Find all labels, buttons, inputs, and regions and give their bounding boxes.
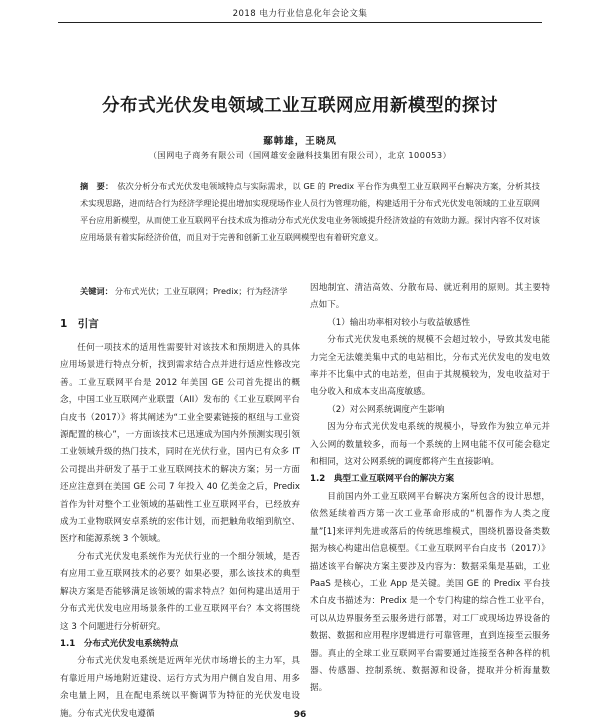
section-heading-introduction: 1 引言 bbox=[60, 318, 99, 330]
keywords-text: 分布式光伏；工业互联网；Predix；行为经济学 bbox=[114, 286, 288, 296]
point-heading-2: （2）对公网系统调度产生影响 bbox=[327, 404, 445, 415]
body-paragraph: 分布式光伏发电系统是近两年光伏市场增长的主力军，具有靠近用户场地附近建设、运行方式为用户侧自发自用、用多余电量上网，且在配电系统以平衡调节为特征的光伏发电设施。分布式光伏发电遵循 bbox=[60, 656, 300, 719]
page-number: 96 bbox=[293, 710, 307, 720]
abstract-text: 依次分析分布式光伏发电领域特点与实际需求，以 GE 的 Predix 平台作为典型工业互联网平台解决方案，分析其技术实现思路，进而结合行为经济学理论提出增加实现现场作业人员行为管理功能，构建适用于分布式光伏发电领域的工业互联网平台应用新模型，从而使工业互联网平台技术成为推动分布式光伏发电业务领域提升经济效益的有效助力源。探讨内容不仅对该应用场景有着实际经济价值，而且对于完善和创新工业互联网模型也有着研究意义。 bbox=[80, 181, 540, 242]
left-column bbox=[60, 310, 300, 723]
subsection-heading-1-1: 1.1 分布式光伏发电系统特点 bbox=[60, 638, 179, 649]
keywords-label: 关键词： bbox=[80, 286, 113, 296]
subsection-heading-1-2: 1.2 典型工业互联网平台的解决方案 bbox=[310, 474, 455, 485]
paper-authors: 鄢韩雄，王晓凤 bbox=[263, 136, 337, 147]
author-affiliation: （国网电子商务有限公司（国网雄安金融科技集团有限公司），北京 100053） bbox=[148, 150, 452, 160]
body-paragraph: 分布式光伏发电系统的规模不会超过较小，导致其发电能力完全无法媲美集中式的电站相比，分布式光伏发电的发电效率并不比集中式的电站差，但由于其规模较为，发电收益对于电分收入和成本支出高度敏感。 bbox=[310, 335, 550, 398]
body-paragraph: 分布式光伏发电系统作为光伏行业的一个细分领域，是否有应用工业互联网技术的必要？如果必要，那么该技术的典型解决方案是否能够满足该领域的需求特点？如何构建出适用于分布式光伏发电应用场景条件的工业互联网平台？本文将围绕这 3 个问题进行分析研究。 bbox=[60, 551, 300, 632]
paper-title: 分布式光伏发电领域工业互联网应用新模型的探讨 bbox=[102, 96, 498, 116]
point-heading-1: （1）输出功率相对较小与收益敏感性 bbox=[327, 317, 471, 328]
body-paragraph: 任何一项技术的适用性需要针对该技术和预期进入的具体应用场景进行特点分析，找到需求结合点并进行适应性修改完善。工业互联网平台是 2012 年美国 GE 公司首先提出的概念，中国工业互联网产业联盟（AII）发布的《工业互联网平台白皮书（2017）》将其阐述为“工业全要素链接的枢纽与工业资源配置的核心”，一方面该技术已迅速成为国内外预测实现引领工业领域升级的热门技术，同时在光伏行业，国内已有众多 IT 公司提出并研发了基于工业互联网技术的解决方案；另一方面还应注意到在美国 GE 公司 7 年投入 40 亿美金之后，Predix 首作为针对整个工业领域的基础性工业互联网平台，已经放弃成为工业物联网安卓系统的宏伟计划，而把触角收缩到航空、医疗和能源系统 3 个领域。 bbox=[60, 343, 300, 545]
abstract bbox=[80, 178, 540, 246]
body-paragraph: 目前国内外工业互联网平台解决方案所包含的设计思想，依然延续着西方第一次工业革命形成的“机器作为人类之度量”[1]来评判先进或落后的传统思维模式，围绕机器设备类数据为核心构建出信息模型。《工业互联网平台白皮书（2017）》描述该平台解决方案主要涉及内容为：数据采集是基础，工业 PaaS 是核心，工业 App 是关键。美国 GE 的 Predix 平台技术白皮书描述为：Predix 是一个专门构建的综合性工业平台，可以从边界服务至云服务进行部署，对工厂或现场边界设备的数据、数据和应用程序逻辑进行可靠管理，直到连接至云服务器。真止的全球工业互联网平台需要通过连接至各种各样的机器、传感器、控制系统、数据源和设备，提取并分析海量数据。 bbox=[310, 491, 550, 694]
running-header: 2018 电力行业信息化年会论文集 bbox=[58, 6, 542, 23]
abstract-label: 摘 要： bbox=[80, 181, 114, 191]
right-column bbox=[310, 280, 550, 698]
body-paragraph: 因地制宜、清洁高效、分散布局、就近利用的原则。其主要特点如下。 bbox=[310, 283, 550, 311]
body-paragraph: 因为分布式光伏发电系统的规模小，导致作为独立单元并入公网的数量较多，而每一个系统的上网电能不仅可能会稳定和相同，这对公网系统的调度都将产生直接影响。 bbox=[310, 422, 550, 468]
